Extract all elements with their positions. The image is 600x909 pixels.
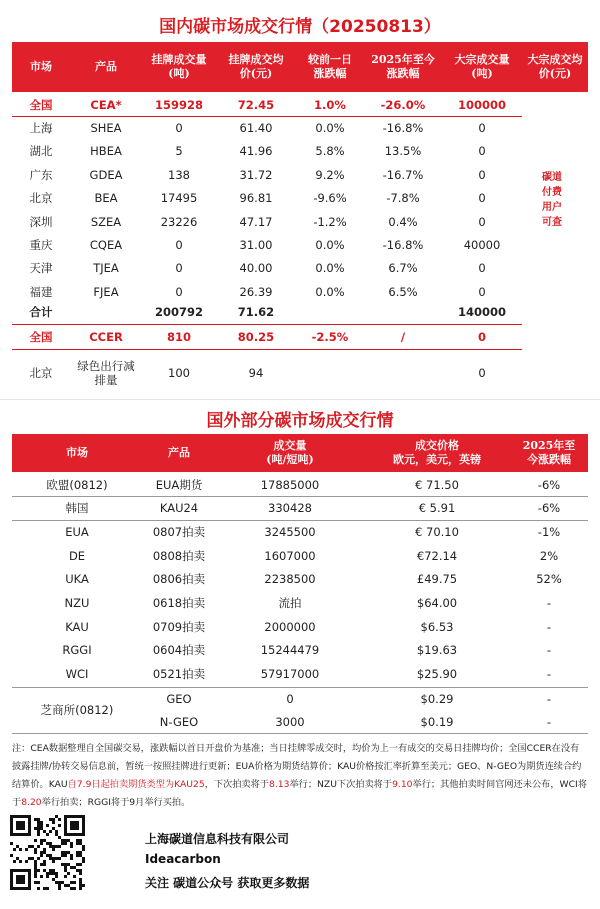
domestic-title: 国内碳市场成交行情（20250813） bbox=[159, 17, 441, 37]
fcell-price: £49.75 bbox=[416, 572, 458, 587]
fheader-price-line1: 成交价格 bbox=[415, 439, 459, 452]
green-product-line1: 绿色出行减 bbox=[77, 359, 135, 373]
fcell-vol: 2238500 bbox=[264, 572, 316, 587]
cell-product: BEA bbox=[94, 191, 118, 206]
green-market: 北京 bbox=[29, 366, 53, 380]
green-travel-row bbox=[12, 352, 588, 394]
cell-bulk: 0 bbox=[478, 144, 486, 159]
cell-day: 9.2% bbox=[315, 167, 345, 182]
fheader-ytd-line1: 2025年至 bbox=[522, 439, 576, 452]
foreign-row bbox=[12, 639, 588, 662]
note-part: 举行；其他拍卖时间官网还未公布，WC bbox=[412, 779, 576, 790]
cell-day: 1.0% bbox=[314, 97, 346, 112]
header-listed-price: 挂牌成交均价(元) bbox=[228, 53, 284, 80]
cme-ytd: - bbox=[546, 691, 552, 706]
cell-bulk: 0 bbox=[478, 284, 486, 299]
domestic-row bbox=[12, 93, 588, 116]
ccer-daily-change: -2.5% bbox=[311, 330, 349, 344]
green-volume: 100 bbox=[168, 366, 190, 380]
note-part: 举行；NZU下次拍卖将于 bbox=[289, 779, 393, 790]
note-highlight: 9.10 bbox=[392, 779, 413, 790]
domestic-row bbox=[12, 163, 588, 186]
total-volume: 200792 bbox=[154, 305, 203, 319]
cell-price: 40.00 bbox=[239, 261, 273, 276]
cell-market: 福建 bbox=[29, 284, 53, 299]
fcell-product: 0806拍卖 bbox=[152, 572, 206, 587]
cell-vol: 0 bbox=[175, 120, 183, 135]
cell-vol: 0 bbox=[175, 237, 183, 252]
fcell-price: $6.53 bbox=[420, 619, 454, 634]
header-market: 市场 bbox=[30, 60, 52, 73]
cell-vol: 0 bbox=[175, 284, 183, 299]
cell-product: GDEA bbox=[89, 167, 123, 182]
fheader-ytd-line2: 今涨跌幅 bbox=[527, 453, 571, 466]
foreign-row bbox=[12, 568, 588, 591]
cell-bulk: 100000 bbox=[457, 97, 506, 112]
note-highlight: 自7.9日起拍卖期货类型为KAU25 bbox=[67, 779, 205, 790]
cell-market: 重庆 bbox=[29, 237, 53, 252]
fcell-market: 韩国 bbox=[65, 501, 89, 516]
fcell-market: DE bbox=[68, 548, 86, 563]
cell-product: SHEA bbox=[90, 120, 122, 135]
fcell-ytd: 2% bbox=[539, 548, 559, 563]
foreign-row bbox=[12, 544, 588, 567]
cell-market: 上海 bbox=[29, 120, 53, 135]
fheader-price-line2: 欧元，美元，英镑 bbox=[393, 453, 481, 466]
cell-bulk: 0 bbox=[478, 167, 486, 182]
note-part: I将于 bbox=[12, 779, 587, 808]
cell-day: -1.2% bbox=[313, 214, 347, 229]
cell-bulk: 0 bbox=[478, 261, 486, 276]
paid-user-note: 碳道付费用户可查 bbox=[542, 172, 562, 228]
foreign-row bbox=[12, 497, 588, 520]
cme-volume: 3000 bbox=[275, 714, 305, 729]
cell-price: 31.72 bbox=[239, 167, 273, 182]
cme-row bbox=[12, 687, 588, 733]
cell-market: 湖北 bbox=[29, 144, 53, 159]
note-part: 注：CEA数据整理自全国碳交易，涨跌幅以首日开盘价为基准；当日挂牌零成交时，均价为上一有成交的交易日挂牌均价；全国CCER在没有披露挂牌/协转交易信息前，暂统一按照挂牌进行更新；EUA价格为期货结算价；KAU价格按汇率折算至美元；GEO、N-GEO为期货连续合约结算价。KAU bbox=[12, 743, 582, 790]
fcell-ytd: -1% bbox=[537, 524, 561, 539]
cell-ytd: -16.7% bbox=[382, 167, 424, 182]
green-product-line2: 排量 bbox=[94, 373, 118, 387]
fheader-product: 产品 bbox=[168, 446, 190, 459]
fcell-market: 欧盟(0812) bbox=[46, 477, 108, 492]
cell-price: 96.81 bbox=[239, 191, 273, 206]
cell-product: HBEA bbox=[90, 144, 122, 159]
cell-day: 0.0% bbox=[315, 120, 345, 135]
fcell-market: UKA bbox=[65, 572, 89, 587]
fcell-price: € 70.10 bbox=[415, 524, 459, 539]
cme-price: $0.19 bbox=[420, 714, 454, 729]
domestic-row bbox=[12, 210, 588, 233]
green-product bbox=[70, 352, 142, 394]
foreign-table-header bbox=[12, 434, 588, 472]
green-bulk: 0 bbox=[478, 366, 486, 380]
fcell-vol: 17885000 bbox=[260, 477, 320, 492]
foreign-row bbox=[12, 592, 588, 615]
fcell-price: €72.14 bbox=[416, 548, 458, 563]
domestic-row bbox=[12, 233, 588, 256]
cell-vol: 17495 bbox=[160, 191, 198, 206]
cell-vol: 159928 bbox=[154, 97, 203, 112]
cell-ytd: -16.8% bbox=[382, 120, 424, 135]
domestic-row bbox=[12, 257, 588, 280]
fcell-product: 0807拍卖 bbox=[152, 524, 206, 539]
fcell-vol: 1607000 bbox=[264, 548, 316, 563]
divider-line bbox=[12, 349, 522, 350]
cell-market: 北京 bbox=[29, 191, 53, 206]
table-line bbox=[12, 687, 588, 688]
fcell-price: $25.90 bbox=[416, 667, 458, 682]
header-listed-volume: 挂牌成交量(吨) bbox=[151, 53, 207, 80]
cell-ytd: 13.5% bbox=[384, 144, 422, 159]
cell-bulk: 40000 bbox=[463, 237, 501, 252]
cell-bulk: 0 bbox=[478, 214, 486, 229]
cell-product: SZEA bbox=[90, 214, 122, 229]
cell-vol: 138 bbox=[168, 167, 190, 182]
section-divider bbox=[0, 399, 600, 400]
fcell-vol: 15244479 bbox=[260, 643, 320, 658]
cell-ytd: 0.4% bbox=[388, 214, 418, 229]
fcell-price: $64.00 bbox=[416, 596, 458, 610]
fcell-product: 0521拍卖 bbox=[152, 667, 206, 682]
note-highlight: 8.20 bbox=[21, 797, 42, 808]
fcell-vol: 2000000 bbox=[264, 619, 316, 634]
fcell-market: KAU bbox=[65, 619, 89, 634]
cell-price: 72.45 bbox=[237, 97, 275, 112]
header-bulk-price: 大宗成交均价(元) bbox=[527, 53, 583, 80]
fcell-ytd: -6% bbox=[537, 477, 561, 492]
domestic-row bbox=[12, 187, 588, 210]
cme-market: 芝商所(0812) bbox=[40, 703, 114, 717]
fcell-market: EUA bbox=[65, 524, 89, 539]
ccer-market: 全国 bbox=[29, 330, 53, 344]
note-part: ，下次拍卖将于 bbox=[204, 779, 269, 790]
fcell-market: NZU bbox=[64, 596, 90, 610]
fcell-ytd: -6% bbox=[537, 501, 561, 516]
fheader-price bbox=[364, 434, 510, 472]
cell-product: CEA* bbox=[90, 97, 122, 112]
cell-price: 47.17 bbox=[239, 214, 273, 229]
fcell-ytd: - bbox=[546, 643, 552, 658]
fcell-vol: 流拍 bbox=[278, 596, 302, 610]
fcell-product: 0618拍卖 bbox=[152, 596, 206, 610]
cme-product: N-GEO bbox=[159, 714, 199, 729]
fcell-ytd: - bbox=[546, 596, 552, 610]
fcell-product: 0604拍卖 bbox=[152, 643, 206, 658]
ccer-row bbox=[12, 325, 588, 349]
footer-brand: Ideacarbon bbox=[145, 852, 221, 866]
foreign-row bbox=[12, 615, 588, 638]
total-bulk: 140000 bbox=[457, 305, 506, 319]
total-row bbox=[12, 300, 588, 324]
domestic-row bbox=[12, 116, 588, 139]
foreign-row bbox=[12, 473, 588, 496]
fcell-product: KAU24 bbox=[159, 501, 199, 516]
ccer-volume: 810 bbox=[166, 330, 191, 344]
fcell-vol: 57917000 bbox=[260, 667, 320, 682]
fheader-volume bbox=[216, 434, 364, 472]
fcell-product: 0709拍卖 bbox=[152, 619, 206, 634]
cell-bulk: 0 bbox=[478, 120, 486, 135]
cell-day: 0.0% bbox=[315, 261, 345, 276]
note-part: 举行拍卖；RGGI将于9月举行买拍。 bbox=[41, 797, 191, 808]
ccer-product: CCER bbox=[89, 330, 123, 344]
fcell-price: € 71.50 bbox=[415, 477, 459, 492]
fcell-market: RGGI bbox=[62, 643, 92, 658]
cell-ytd: 6.5% bbox=[388, 284, 418, 299]
fheader-volume-line1: 成交量 bbox=[273, 439, 307, 452]
cell-day: 5.8% bbox=[315, 144, 345, 159]
green-price: 94 bbox=[248, 366, 264, 380]
cell-bulk: 0 bbox=[478, 191, 486, 206]
cell-ytd: -16.8% bbox=[382, 237, 424, 252]
cell-product: CQEA bbox=[89, 237, 123, 252]
footnote bbox=[12, 740, 588, 812]
cell-vol: 0 bbox=[175, 261, 183, 276]
fcell-ytd: - bbox=[546, 619, 552, 634]
footer-company: 上海碳道信息科技有限公司 bbox=[145, 832, 290, 846]
fcell-product: EUA期货 bbox=[155, 477, 203, 492]
fcell-price: $19.63 bbox=[416, 643, 458, 658]
fcell-vol: 3245500 bbox=[264, 524, 316, 539]
footer-follow: 关注 碳道公众号 获取更多数据 bbox=[145, 876, 310, 890]
cell-ytd: 6.7% bbox=[388, 261, 418, 276]
foreign-row bbox=[12, 520, 588, 543]
cell-market: 全国 bbox=[29, 97, 53, 112]
fheader-ytd bbox=[510, 434, 588, 472]
fcell-vol: 330428 bbox=[268, 501, 312, 516]
cme-volume: 0 bbox=[286, 691, 294, 706]
cme-price: $0.29 bbox=[420, 691, 454, 706]
cell-market: 天津 bbox=[29, 261, 53, 276]
cell-day: 0.0% bbox=[315, 237, 345, 252]
header-product: 产品 bbox=[95, 60, 117, 73]
cell-price: 26.39 bbox=[239, 284, 273, 299]
cell-product: TJEA bbox=[93, 261, 119, 276]
total-price: 71.62 bbox=[237, 305, 275, 319]
ccer-bulk: 0 bbox=[477, 330, 486, 344]
fheader-volume-line2: (吨/短吨) bbox=[266, 453, 314, 466]
ccer-price: 80.25 bbox=[237, 330, 275, 344]
ccer-ytd-change: / bbox=[400, 330, 406, 344]
fcell-price: € 5.91 bbox=[418, 501, 456, 516]
total-label: 合计 bbox=[29, 305, 53, 319]
cell-ytd: -26.0% bbox=[380, 97, 426, 112]
fcell-product: 0808拍卖 bbox=[152, 548, 206, 563]
cell-price: 61.40 bbox=[239, 120, 273, 135]
domestic-row bbox=[12, 140, 588, 163]
header-daily-change: 较前一日涨跌幅 bbox=[308, 53, 352, 80]
fcell-ytd: 52% bbox=[536, 572, 562, 587]
cell-market: 深圳 bbox=[29, 214, 53, 229]
qr-code-icon bbox=[10, 815, 85, 890]
fcell-market: WCI bbox=[65, 667, 89, 682]
cell-day: 0.0% bbox=[315, 284, 345, 299]
cell-vol: 5 bbox=[175, 144, 183, 159]
note-highlight: 8.13 bbox=[269, 779, 290, 790]
header-ytd-change: 2025年至今涨跌幅 bbox=[371, 53, 435, 80]
foreign-row bbox=[12, 663, 588, 686]
cell-price: 41.96 bbox=[239, 144, 273, 159]
fcell-ytd: - bbox=[546, 667, 552, 682]
cell-market: 广东 bbox=[29, 167, 53, 182]
domestic-table-header bbox=[12, 42, 588, 92]
cell-ytd: -7.8% bbox=[386, 191, 420, 206]
cme-ytd: - bbox=[546, 714, 552, 729]
cell-day: -9.6% bbox=[313, 191, 347, 206]
foreign-title: 国外部分碳市场成交行情 bbox=[206, 411, 394, 431]
cell-vol: 23226 bbox=[160, 214, 198, 229]
cell-price: 31.00 bbox=[239, 237, 273, 252]
table-line bbox=[12, 733, 588, 734]
cell-product: FJEA bbox=[93, 284, 119, 299]
cme-product: GEO bbox=[166, 691, 192, 706]
fheader-market: 市场 bbox=[66, 446, 88, 459]
header-bulk-volume: 大宗成交量(吨) bbox=[454, 53, 510, 80]
